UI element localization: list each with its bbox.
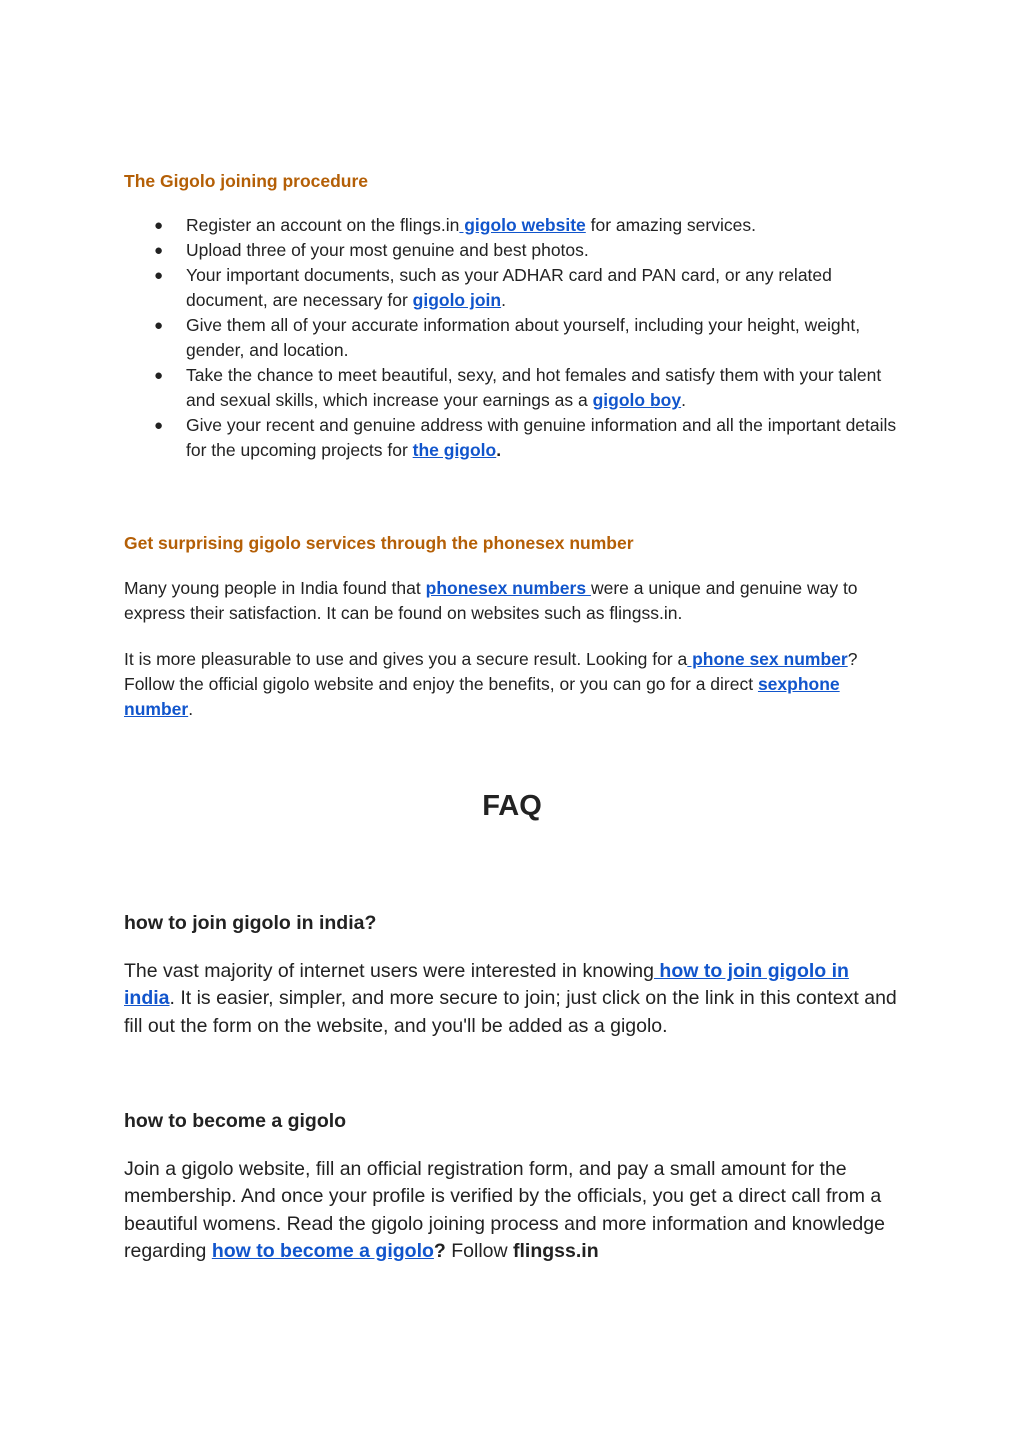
- paragraph-text: ?: [433, 1239, 446, 1262]
- faq-question-join: how to join gigolo in india?: [124, 912, 377, 934]
- list-item: [124, 238, 904, 263]
- brand-name: flingss.in: [513, 1239, 599, 1262]
- list-item-text: .: [681, 390, 686, 410]
- paragraph-text: Many young people in India found that: [124, 578, 426, 598]
- paragraph-text: It is more pleasurable to use and gives you a secure result. Looking for a: [124, 649, 688, 669]
- paragraph-text: .: [188, 699, 194, 719]
- paragraph-text: Join a gigolo website, fill an official registration form, and pay a small amount for the membership. And once your profile is verified by the officials, you get a direct call from a beautiful womens. Read the gigolo joining process and more information and knowledge regarding: [124, 1158, 885, 1262]
- list-item-text: Register an account on the flings.in: [186, 215, 460, 235]
- section-heading-joining: The Gigolo joining procedure: [124, 171, 369, 191]
- list-item: [124, 363, 904, 413]
- paragraph-text: . It is easier, simpler, and more secure to join; just click on the link in this context and fill out the form on the website, and you'll be added as a gigolo.: [124, 987, 897, 1037]
- faq-answer-join: [124, 958, 904, 1040]
- the-gigolo-link[interactable]: the gigolo: [412, 440, 497, 460]
- list-item: [124, 413, 904, 463]
- how-to-become-gigolo-link[interactable]: how to become a gigolo: [211, 1239, 434, 1262]
- list-item: [124, 263, 904, 313]
- bullet-icon: ●: [154, 242, 164, 259]
- paragraph-text: The vast majority of internet users were interested in knowing: [124, 960, 654, 982]
- paragraph-phonesex-benefits: [124, 647, 904, 722]
- list-item-text: Upload three of your most genuine and best photos.: [186, 240, 589, 260]
- phone-sex-number-link[interactable]: phone sex number: [687, 649, 848, 669]
- paragraph-phonesex-intro: [124, 576, 904, 626]
- faq-answer-become: [124, 1156, 904, 1265]
- list-item: [124, 313, 904, 363]
- list-item-text: Give them all of your accurate information about yourself, including your height, weight, gender, and location.: [186, 315, 861, 360]
- bullet-icon: ●: [154, 367, 164, 384]
- section-heading-phonesex: Get surprising gigolo services through the phonesex number: [124, 533, 634, 553]
- faq-question-become: how to become a gigolo: [124, 1110, 347, 1132]
- gigolo-boy-link[interactable]: gigolo boy: [592, 390, 682, 410]
- bullet-icon: ●: [154, 217, 164, 234]
- phonesex-numbers-link[interactable]: phonesex numbers: [425, 578, 591, 598]
- list-item-text: .: [501, 290, 506, 310]
- list-item-text: Your important documents, such as your ADHAR card and PAN card, or any related document, are necessary for: [186, 265, 832, 310]
- gigolo-join-link[interactable]: gigolo join: [412, 290, 502, 310]
- list-item-text: Give your recent and genuine address with genuine information and all the important details for the upcoming projects for: [186, 415, 897, 460]
- bullet-icon: ●: [154, 417, 164, 434]
- gigolo-website-link[interactable]: gigolo website: [459, 215, 586, 235]
- joining-steps-list: [124, 213, 904, 463]
- bullet-icon: ●: [154, 267, 164, 284]
- sexphone-number-link[interactable]: sexphone number: [124, 674, 840, 719]
- list-item-text: .: [496, 440, 502, 460]
- how-to-join-gigolo-link[interactable]: how to join gigolo in india: [124, 960, 849, 1010]
- faq-title: FAQ: [482, 790, 542, 822]
- paragraph-text: were a unique and genuine way to express their satisfaction. It can be found on websites such as flingss.in.: [124, 578, 858, 623]
- list-item: [124, 213, 904, 238]
- list-item-text: for amazing services.: [585, 215, 756, 235]
- bullet-icon: ●: [154, 317, 164, 334]
- paragraph-text: Follow: [445, 1239, 514, 1262]
- list-item-text: Take the chance to meet beautiful, sexy, and hot females and satisfy them with your talent and sexual skills, which increase your earnings as a: [186, 365, 882, 410]
- paragraph-text: ? Follow the official gigolo website and enjoy the benefits, or you can go for a direct: [124, 649, 858, 694]
